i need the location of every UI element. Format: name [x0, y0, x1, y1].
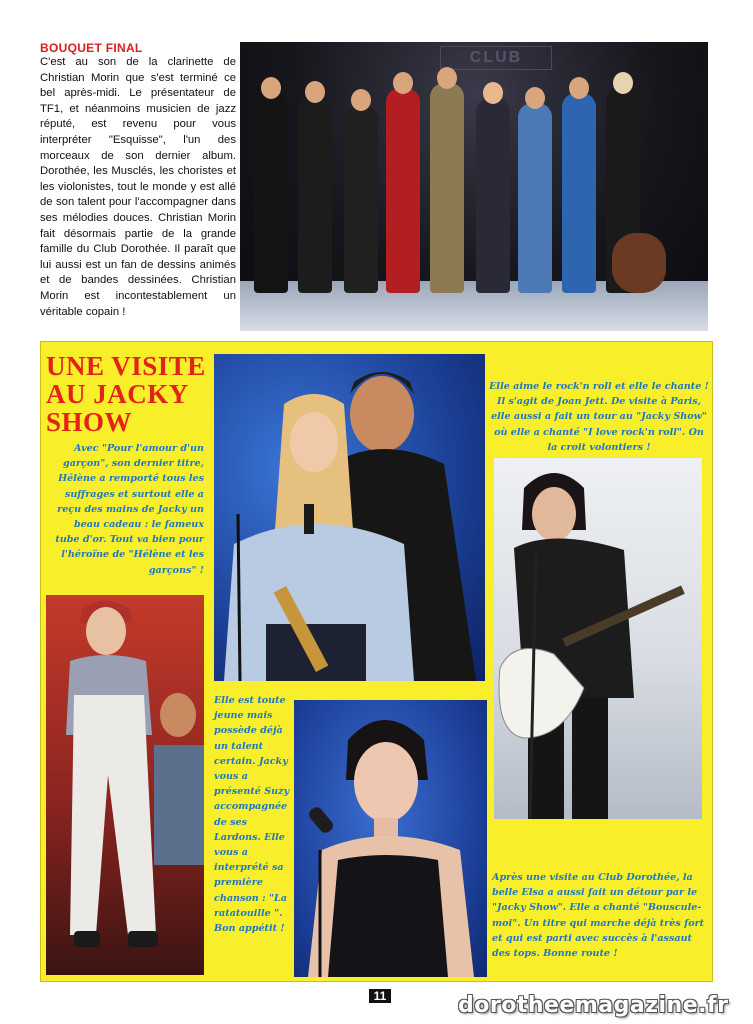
club-sign: CLUB: [440, 46, 552, 70]
elsa-illustration: [294, 700, 487, 977]
caption-elsa: Après une visite au Club Dorothée, la belle Elsa a aussi fait un détour par le "Jacky Show". Elle a chanté "Bouscule-moi". Un titre qui marche déjà très fort et qui est parti avec succès à l'assaut des tops. Bonne route !: [492, 872, 705, 960]
caption-joan: Elle aime le rock'n roll et elle le chante ! Il s'agit de Joan Jett. De visite à Paris, elle aussi a fait un tour au "Jacky Show" où elle a chanté "I love rock'n roll". On la croit volontiers !: [489, 381, 709, 453]
photo-helene-jacky: [214, 354, 485, 681]
article-body: C'est au son de la clarinette de Christian Morin que s'est terminé ce bel après-midi. Le présentateur de TF1, et néanmoins musicien de jazz réputé, est revenu pour vous interpréter "Esquisse", l'un des morceaux de son dernier album. Dorothée, les Musclés, les choristes et les violonistes, tout le monde y est allé de son talent pour l'accompagner dans ses mélodies douces. Christian Morin fait désormais partie de la grande famille du Club Dorothée. Il paraît que lui aussi est un fan de dessins animés et de bandes dessinées. Christian Morin est incontestablement un véritable copain !: [40, 56, 236, 318]
page-number: 11: [369, 989, 391, 1003]
article-heading: BOUQUET FINAL: [40, 41, 143, 55]
joan-jett-illustration: [494, 458, 702, 819]
suzy-illustration: [46, 595, 204, 975]
site-watermark: dorotheemagazine.fr: [458, 993, 729, 1018]
caption-suzy: Elle est toute jeune mais possède déjà un talent certain. Jacky vous a présenté Suzy accompagnée de ses Lardons. Elle vous a interprété sa première chanson : "La ratatouille ". Bon appétit !: [214, 695, 290, 935]
caption-helene: Avec "Pour l'amour d'un garçon", son dernier titre, Hélène a remporté tous les suffrages et surtout elle a reçu des mains de Jacky un beau cadeau : le fameux tube d'or. Tout va bien pour l'héroïne de "Hélène et les garçons" !: [55, 443, 204, 576]
helene-jacky-illustration: [214, 354, 485, 681]
photo-joan-jett: [494, 458, 702, 819]
group-photo: [240, 42, 708, 331]
photo-suzy: [46, 595, 204, 975]
section-title: UNE VISITE AU JACKY SHOW: [46, 351, 206, 437]
photo-elsa: [294, 700, 487, 977]
